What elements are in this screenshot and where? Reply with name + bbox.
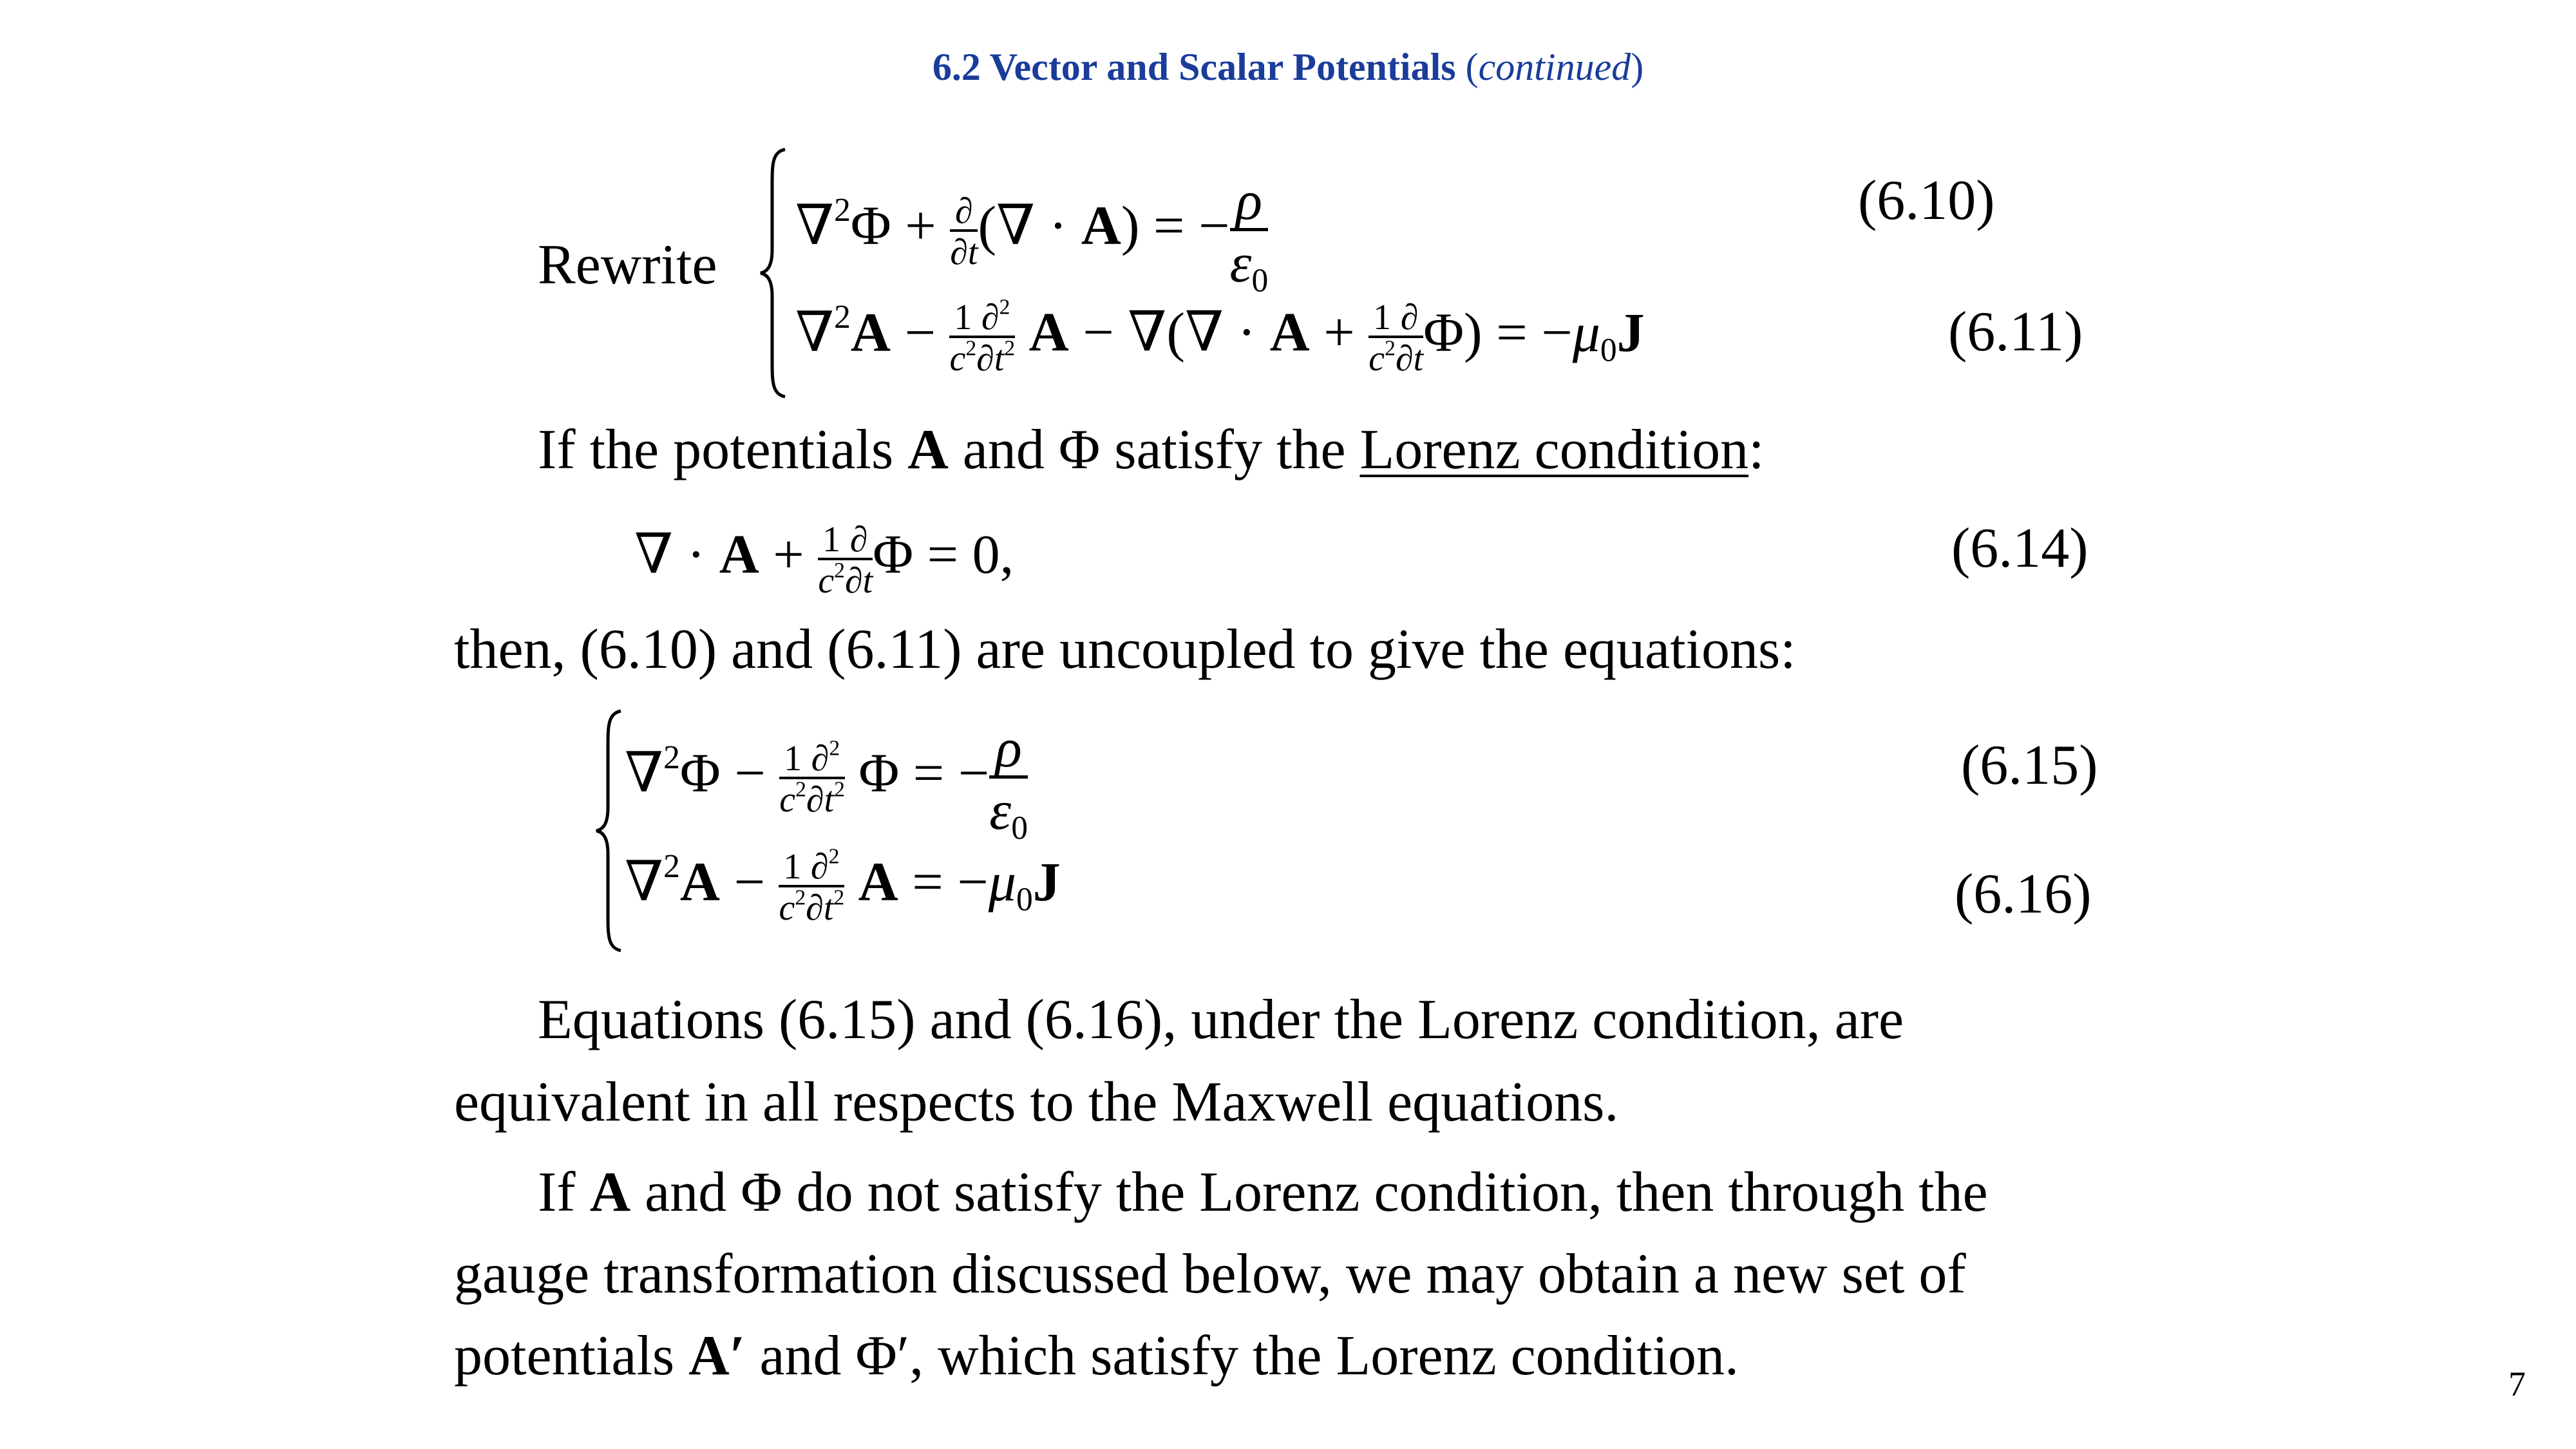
paragraph-equivalence-line1: Equations (6.15) and (6.16), under the Lorenz condition, are	[538, 989, 1904, 1051]
equation-6-16: ∇$^2$A − $\frac{1}{c^2}$ $\frac{\partial^2}{\partial t^2}$ $A = -\mu_0J$	[625, 844, 1061, 928]
equation-6-14: ∇ · A + $\frac{1}{c^2}$ $\frac{\partial}{\partial t}$ Φ = 0,	[634, 520, 1014, 601]
slide-title	[0, 45, 2576, 90]
equation-6-10: ∇$^2$Φ + $\frac{\partial}{\partial t}$ (∇ · A) = − $\frac{\rho}{\varepsilon_0}$	[795, 169, 1269, 299]
paragraph-gauge-line2: gauge transformation discussed below, we may obtain a new set of	[454, 1243, 1966, 1305]
paragraph-lorenz-intro: If the potentials A and Φ satisfy the Lorenz condition:	[538, 419, 1765, 481]
equation-number-6-15: (6.15)	[1961, 734, 2098, 797]
paragraph-gauge-line3: potentials A′ and Φ′, which satisfy the Lorenz condition.	[454, 1325, 1739, 1387]
title-continued: (continued)	[1455, 46, 1644, 88]
rewrite-label: Rewrite	[538, 234, 717, 296]
left-brace-rewrite	[757, 147, 789, 399]
equation-6-15: ∇$^2$Φ − $\frac{1}{c^2}$ $\frac{\partial^2}{\partial t^2}$ Φ = − $\frac{\rho}{\varepsilon_0}$	[625, 717, 1028, 847]
paragraph-equivalence-line2: equivalent in all respects to the Maxwell equations.	[454, 1071, 1619, 1133]
equation-number-6-14: (6.14)	[1951, 517, 2088, 580]
left-brace-uncoupled	[592, 708, 625, 953]
lorenz-condition-term: Lorenz condition	[1359, 419, 1749, 481]
equation-number-6-10: (6.10)	[1858, 169, 1995, 232]
paragraph-gauge-line1: If A and Φ do not satisfy the Lorenz condition, then through the	[538, 1161, 1988, 1224]
page-number: 7	[2508, 1365, 2526, 1403]
equation-6-11: ∇$^2$A − $\frac{1}{c^2}$ $\frac{\partial^2}{\partial t^2}$ A − ∇(∇ · A + $\frac{1}{c^2}$ $\frac{\partial}{\partial t}$ $\Phi) = -\mu_0J$	[795, 295, 1645, 379]
equation-number-6-11: (6.11)	[1948, 301, 2083, 363]
paragraph-uncoupled: then, (6.10) and (6.11) are uncoupled to give the equations:	[454, 618, 1796, 681]
title-main: 6.2 Vector and Scalar Potentials	[932, 46, 1456, 88]
equation-number-6-16: (6.16)	[1955, 863, 2092, 925]
